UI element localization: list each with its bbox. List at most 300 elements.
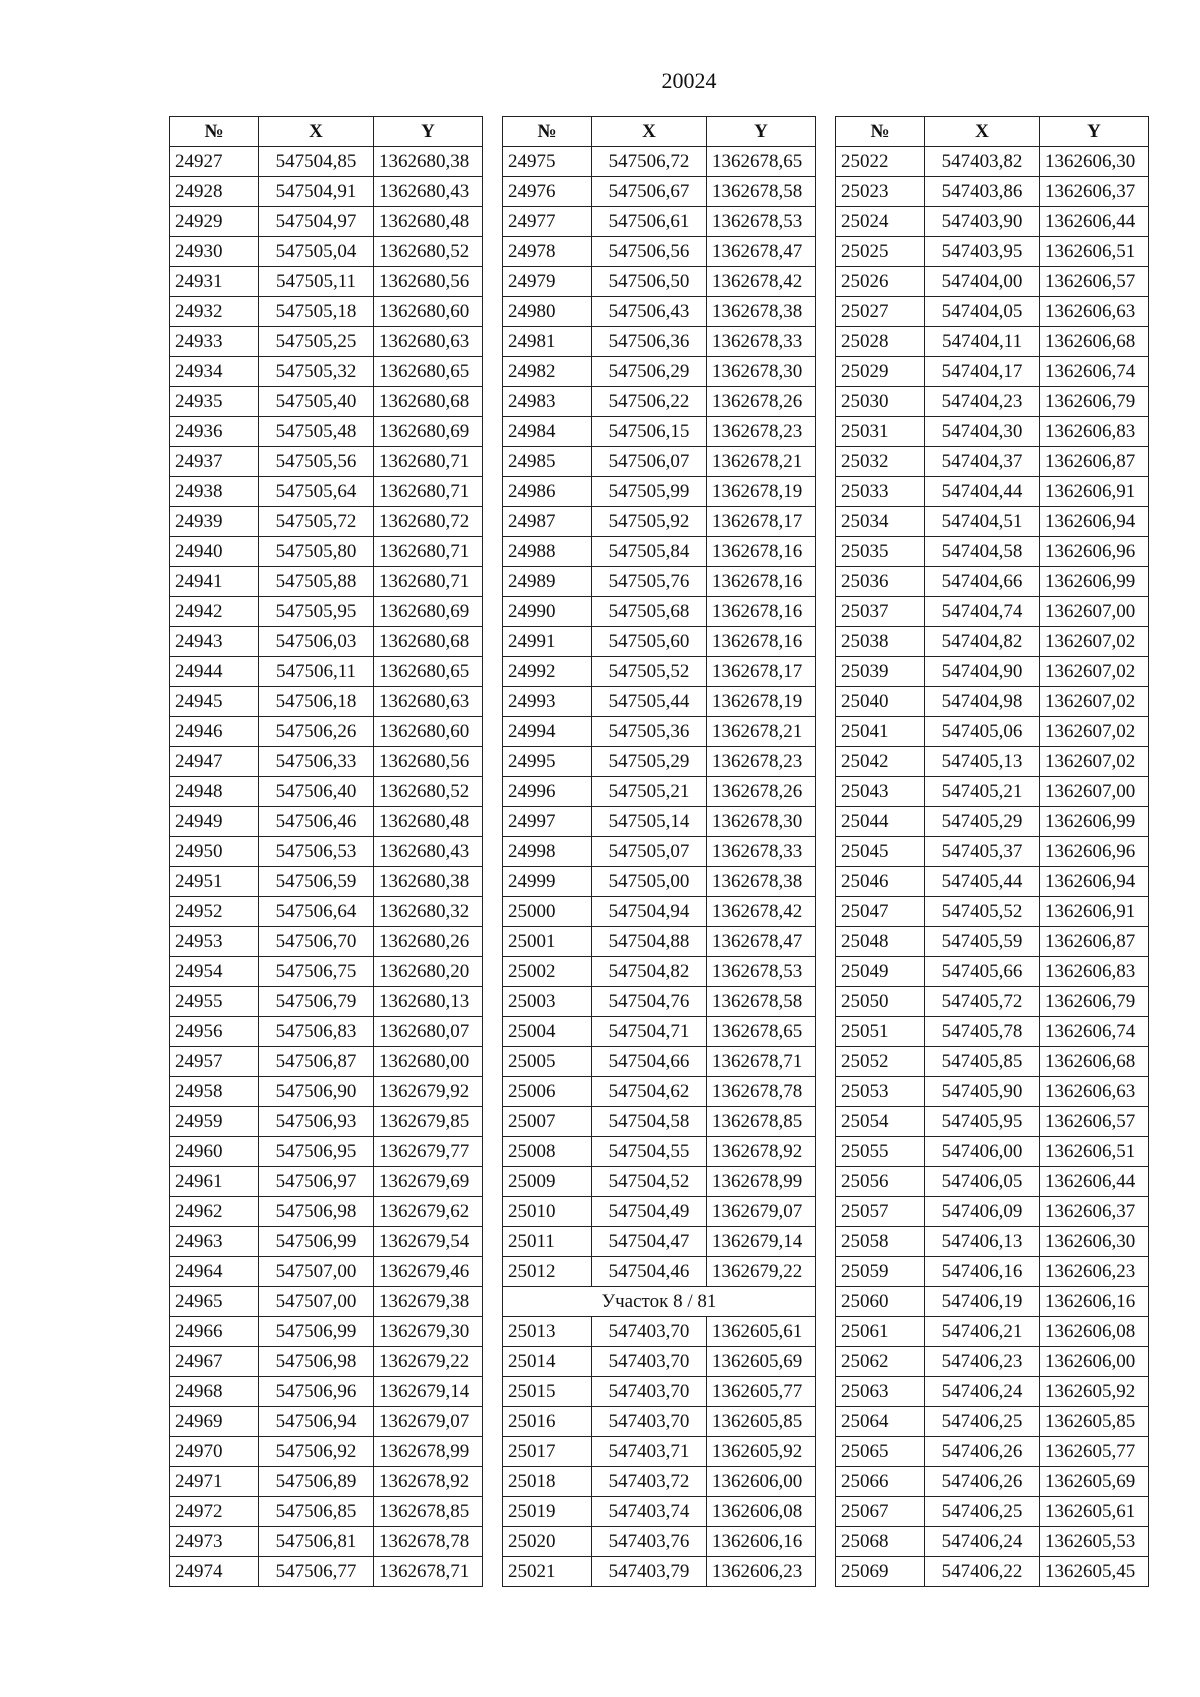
point-number-cell: 25059 (836, 1257, 925, 1287)
x-coordinate-cell: 547405,72 (925, 987, 1040, 1017)
point-number-cell: 24927 (170, 147, 259, 177)
x-coordinate-cell: 547504,49 (592, 1197, 707, 1227)
point-number-cell: 25010 (503, 1197, 592, 1227)
point-number-cell: 24946 (170, 717, 259, 747)
table-row (503, 1227, 816, 1257)
table-row (836, 747, 1149, 777)
x-coordinate-cell: 547506,94 (259, 1407, 374, 1437)
x-coordinate-cell: 547506,99 (259, 1317, 374, 1347)
y-coordinate-cell: 1362605,45 (1040, 1557, 1149, 1587)
column-header-y: Y (707, 117, 816, 147)
x-coordinate-cell: 547506,92 (259, 1437, 374, 1467)
point-number-cell: 25066 (836, 1467, 925, 1497)
y-coordinate-cell: 1362679,92 (374, 1077, 483, 1107)
table-row (503, 897, 816, 927)
y-coordinate-cell: 1362606,16 (1040, 1287, 1149, 1317)
table-row (503, 1167, 816, 1197)
x-coordinate-cell: 547405,85 (925, 1047, 1040, 1077)
y-coordinate-cell: 1362680,52 (374, 237, 483, 267)
point-number-cell: 24998 (503, 837, 592, 867)
coordinates-table-3 (835, 116, 1149, 1587)
x-coordinate-cell: 547506,40 (259, 777, 374, 807)
point-number-cell: 24943 (170, 627, 259, 657)
y-coordinate-cell: 1362678,16 (707, 567, 816, 597)
x-coordinate-cell: 547403,86 (925, 177, 1040, 207)
table-row (503, 657, 816, 687)
x-coordinate-cell: 547504,85 (259, 147, 374, 177)
y-coordinate-cell: 1362605,53 (1040, 1527, 1149, 1557)
table-row (836, 537, 1149, 567)
y-coordinate-cell: 1362678,92 (374, 1467, 483, 1497)
point-number-cell: 25015 (503, 1377, 592, 1407)
point-number-cell: 25057 (836, 1197, 925, 1227)
x-coordinate-cell: 547505,72 (259, 507, 374, 537)
coordinates-table-1 (169, 116, 483, 1587)
point-number-cell: 24958 (170, 1077, 259, 1107)
y-coordinate-cell: 1362678,21 (707, 717, 816, 747)
point-number-cell: 24959 (170, 1107, 259, 1137)
y-coordinate-cell: 1362606,83 (1040, 957, 1149, 987)
x-coordinate-cell: 547506,77 (259, 1557, 374, 1587)
point-number-cell: 25028 (836, 327, 925, 357)
y-coordinate-cell: 1362678,42 (707, 897, 816, 927)
point-number-cell: 25069 (836, 1557, 925, 1587)
y-coordinate-cell: 1362678,71 (374, 1557, 483, 1587)
y-coordinate-cell: 1362678,65 (707, 147, 816, 177)
y-coordinate-cell: 1362606,00 (1040, 1347, 1149, 1377)
column-header-number: № (503, 117, 592, 147)
point-number-cell: 24979 (503, 267, 592, 297)
y-coordinate-cell: 1362680,38 (374, 867, 483, 897)
x-coordinate-cell: 547406,00 (925, 1137, 1040, 1167)
table-row (170, 597, 483, 627)
x-coordinate-cell: 547405,37 (925, 837, 1040, 867)
point-number-cell: 24964 (170, 1257, 259, 1287)
point-number-cell: 25014 (503, 1347, 592, 1377)
table-row (503, 237, 816, 267)
table-row (503, 267, 816, 297)
y-coordinate-cell: 1362680,71 (374, 477, 483, 507)
y-coordinate-cell: 1362606,44 (1040, 1167, 1149, 1197)
y-coordinate-cell: 1362678,42 (707, 267, 816, 297)
x-coordinate-cell: 547405,78 (925, 1017, 1040, 1047)
section-label: Участок 8 / 81 (503, 1287, 816, 1317)
point-number-cell: 25019 (503, 1497, 592, 1527)
table-row (170, 507, 483, 537)
point-number-cell: 24968 (170, 1377, 259, 1407)
x-coordinate-cell: 547505,80 (259, 537, 374, 567)
y-coordinate-cell: 1362606,37 (1040, 1197, 1149, 1227)
y-coordinate-cell: 1362607,00 (1040, 777, 1149, 807)
table-row (503, 477, 816, 507)
point-number-cell: 24936 (170, 417, 259, 447)
x-coordinate-cell: 547403,90 (925, 207, 1040, 237)
x-coordinate-cell: 547505,60 (592, 627, 707, 657)
y-coordinate-cell: 1362607,02 (1040, 627, 1149, 657)
point-number-cell: 24983 (503, 387, 592, 417)
x-coordinate-cell: 547403,71 (592, 1437, 707, 1467)
column-header-number: № (836, 117, 925, 147)
x-coordinate-cell: 547505,84 (592, 537, 707, 567)
table-row (170, 807, 483, 837)
x-coordinate-cell: 547406,26 (925, 1437, 1040, 1467)
table-row (836, 417, 1149, 447)
point-number-cell: 25025 (836, 237, 925, 267)
x-coordinate-cell: 547504,55 (592, 1137, 707, 1167)
x-coordinate-cell: 547406,13 (925, 1227, 1040, 1257)
table-row (836, 1227, 1149, 1257)
point-number-cell: 24942 (170, 597, 259, 627)
point-number-cell: 25033 (836, 477, 925, 507)
y-coordinate-cell: 1362680,13 (374, 987, 483, 1017)
table-row (170, 177, 483, 207)
point-number-cell: 24986 (503, 477, 592, 507)
y-coordinate-cell: 1362680,60 (374, 297, 483, 327)
y-coordinate-cell: 1362680,32 (374, 897, 483, 927)
x-coordinate-cell: 547405,44 (925, 867, 1040, 897)
point-number-cell: 25048 (836, 927, 925, 957)
table-row (503, 447, 816, 477)
table-row (170, 777, 483, 807)
point-number-cell: 24933 (170, 327, 259, 357)
point-number-cell: 24960 (170, 1137, 259, 1167)
x-coordinate-cell: 547507,00 (259, 1287, 374, 1317)
table-row (503, 207, 816, 237)
x-coordinate-cell: 547505,21 (592, 777, 707, 807)
table-row (836, 147, 1149, 177)
point-number-cell: 25000 (503, 897, 592, 927)
point-number-cell: 25052 (836, 1047, 925, 1077)
table-row (836, 327, 1149, 357)
table-row (836, 1017, 1149, 1047)
x-coordinate-cell: 547506,67 (592, 177, 707, 207)
x-coordinate-cell: 547404,66 (925, 567, 1040, 597)
x-coordinate-cell: 547403,70 (592, 1407, 707, 1437)
point-number-cell: 24954 (170, 957, 259, 987)
x-coordinate-cell: 547405,59 (925, 927, 1040, 957)
point-number-cell: 25018 (503, 1467, 592, 1497)
x-coordinate-cell: 547504,91 (259, 177, 374, 207)
table-row (170, 1287, 483, 1317)
x-coordinate-cell: 547406,25 (925, 1497, 1040, 1527)
y-coordinate-cell: 1362678,30 (707, 807, 816, 837)
point-number-cell: 24997 (503, 807, 592, 837)
y-coordinate-cell: 1362606,96 (1040, 537, 1149, 567)
point-number-cell: 25063 (836, 1377, 925, 1407)
point-number-cell: 24985 (503, 447, 592, 477)
point-number-cell: 24947 (170, 747, 259, 777)
table-row (170, 627, 483, 657)
point-number-cell: 25056 (836, 1167, 925, 1197)
table-header-row (170, 117, 483, 147)
table-row (503, 417, 816, 447)
x-coordinate-cell: 547506,03 (259, 627, 374, 657)
table-row (836, 357, 1149, 387)
x-coordinate-cell: 547506,79 (259, 987, 374, 1017)
y-coordinate-cell: 1362679,62 (374, 1197, 483, 1227)
y-coordinate-cell: 1362680,71 (374, 447, 483, 477)
x-coordinate-cell: 547505,76 (592, 567, 707, 597)
point-number-cell: 24953 (170, 927, 259, 957)
x-coordinate-cell: 547505,40 (259, 387, 374, 417)
column-header-y: Y (1040, 117, 1149, 147)
y-coordinate-cell: 1362678,47 (707, 237, 816, 267)
table-row (836, 267, 1149, 297)
table-row (503, 1347, 816, 1377)
y-coordinate-cell: 1362679,77 (374, 1137, 483, 1167)
x-coordinate-cell: 547406,24 (925, 1377, 1040, 1407)
y-coordinate-cell: 1362606,91 (1040, 897, 1149, 927)
column-header-number: № (170, 117, 259, 147)
y-coordinate-cell: 1362606,57 (1040, 267, 1149, 297)
table-row (170, 477, 483, 507)
column-header-y: Y (374, 117, 483, 147)
table-header-row (503, 117, 816, 147)
table-row (503, 1527, 816, 1557)
column-header-x: X (592, 117, 707, 147)
y-coordinate-cell: 1362680,43 (374, 837, 483, 867)
x-coordinate-cell: 547405,13 (925, 747, 1040, 777)
x-coordinate-cell: 547506,26 (259, 717, 374, 747)
point-number-cell: 25045 (836, 837, 925, 867)
x-coordinate-cell: 547406,23 (925, 1347, 1040, 1377)
x-coordinate-cell: 547506,98 (259, 1347, 374, 1377)
y-coordinate-cell: 1362678,26 (707, 777, 816, 807)
point-number-cell: 25038 (836, 627, 925, 657)
y-coordinate-cell: 1362606,94 (1040, 867, 1149, 897)
table-row (836, 1197, 1149, 1227)
y-coordinate-cell: 1362678,58 (707, 177, 816, 207)
x-coordinate-cell: 547506,53 (259, 837, 374, 867)
y-coordinate-cell: 1362680,69 (374, 417, 483, 447)
point-number-cell: 24963 (170, 1227, 259, 1257)
table-row (503, 1017, 816, 1047)
x-coordinate-cell: 547406,16 (925, 1257, 1040, 1287)
point-number-cell: 24934 (170, 357, 259, 387)
point-number-cell: 24994 (503, 717, 592, 747)
table-row (503, 1557, 816, 1587)
y-coordinate-cell: 1362679,30 (374, 1317, 483, 1347)
x-coordinate-cell: 547404,90 (925, 657, 1040, 687)
y-coordinate-cell: 1362605,92 (1040, 1377, 1149, 1407)
point-number-cell: 24988 (503, 537, 592, 567)
y-coordinate-cell: 1362606,00 (707, 1467, 816, 1497)
x-coordinate-cell: 547504,82 (592, 957, 707, 987)
point-number-cell: 24974 (170, 1557, 259, 1587)
y-coordinate-cell: 1362605,69 (1040, 1467, 1149, 1497)
y-coordinate-cell: 1362678,38 (707, 297, 816, 327)
table-row (503, 147, 816, 177)
x-coordinate-cell: 547506,96 (259, 1377, 374, 1407)
table-row (836, 627, 1149, 657)
x-coordinate-cell: 547505,00 (592, 867, 707, 897)
point-number-cell: 24941 (170, 567, 259, 597)
x-coordinate-cell: 547504,52 (592, 1167, 707, 1197)
x-coordinate-cell: 547405,90 (925, 1077, 1040, 1107)
point-number-cell: 25012 (503, 1257, 592, 1287)
table-row (836, 1317, 1149, 1347)
point-number-cell: 25046 (836, 867, 925, 897)
y-coordinate-cell: 1362678,23 (707, 747, 816, 777)
point-number-cell: 25034 (836, 507, 925, 537)
point-number-cell: 25016 (503, 1407, 592, 1437)
x-coordinate-cell: 547504,76 (592, 987, 707, 1017)
x-coordinate-cell: 547506,29 (592, 357, 707, 387)
x-coordinate-cell: 547506,75 (259, 957, 374, 987)
table-row (836, 1047, 1149, 1077)
table-row (170, 717, 483, 747)
table-row (170, 1557, 483, 1587)
y-coordinate-cell: 1362678,99 (707, 1167, 816, 1197)
x-coordinate-cell: 547406,22 (925, 1557, 1040, 1587)
point-number-cell: 24930 (170, 237, 259, 267)
table-row (836, 777, 1149, 807)
y-coordinate-cell: 1362606,08 (1040, 1317, 1149, 1347)
table-row (170, 267, 483, 297)
x-coordinate-cell: 547506,89 (259, 1467, 374, 1497)
x-coordinate-cell: 547406,05 (925, 1167, 1040, 1197)
table-row (503, 627, 816, 657)
point-number-cell: 24996 (503, 777, 592, 807)
point-number-cell: 25049 (836, 957, 925, 987)
table-row (170, 357, 483, 387)
y-coordinate-cell: 1362606,30 (1040, 147, 1149, 177)
y-coordinate-cell: 1362678,17 (707, 507, 816, 537)
x-coordinate-cell: 547404,05 (925, 297, 1040, 327)
x-coordinate-cell: 547404,74 (925, 597, 1040, 627)
table-row (170, 297, 483, 327)
table-row (503, 327, 816, 357)
y-coordinate-cell: 1362605,69 (707, 1347, 816, 1377)
table-row (836, 1077, 1149, 1107)
point-number-cell: 24980 (503, 297, 592, 327)
y-coordinate-cell: 1362605,77 (707, 1377, 816, 1407)
y-coordinate-cell: 1362678,19 (707, 477, 816, 507)
point-number-cell: 25007 (503, 1107, 592, 1137)
point-number-cell: 25036 (836, 567, 925, 597)
x-coordinate-cell: 547403,95 (925, 237, 1040, 267)
point-number-cell: 25037 (836, 597, 925, 627)
y-coordinate-cell: 1362678,30 (707, 357, 816, 387)
table-row (836, 1467, 1149, 1497)
table-row (836, 447, 1149, 477)
x-coordinate-cell: 547504,46 (592, 1257, 707, 1287)
table-row (170, 687, 483, 717)
table-row (836, 1497, 1149, 1527)
x-coordinate-cell: 547505,07 (592, 837, 707, 867)
table-row (836, 687, 1149, 717)
y-coordinate-cell: 1362606,68 (1040, 327, 1149, 357)
x-coordinate-cell: 547506,07 (592, 447, 707, 477)
table-row (503, 957, 816, 987)
table-row (836, 1257, 1149, 1287)
table-row (836, 837, 1149, 867)
table-row (836, 1377, 1149, 1407)
y-coordinate-cell: 1362680,60 (374, 717, 483, 747)
x-coordinate-cell: 547506,87 (259, 1047, 374, 1077)
y-coordinate-cell: 1362678,65 (707, 1017, 816, 1047)
x-coordinate-cell: 547403,82 (925, 147, 1040, 177)
y-coordinate-cell: 1362679,22 (374, 1347, 483, 1377)
y-coordinate-cell: 1362679,69 (374, 1167, 483, 1197)
x-coordinate-cell: 547505,29 (592, 747, 707, 777)
table-row (836, 987, 1149, 1017)
x-coordinate-cell: 547505,18 (259, 297, 374, 327)
point-number-cell: 25022 (836, 147, 925, 177)
point-number-cell: 25044 (836, 807, 925, 837)
x-coordinate-cell: 547506,70 (259, 927, 374, 957)
y-coordinate-cell: 1362607,00 (1040, 597, 1149, 627)
point-number-cell: 24940 (170, 537, 259, 567)
y-coordinate-cell: 1362606,91 (1040, 477, 1149, 507)
y-coordinate-cell: 1362680,07 (374, 1017, 483, 1047)
y-coordinate-cell: 1362679,38 (374, 1287, 483, 1317)
table-row (170, 417, 483, 447)
table-row (170, 447, 483, 477)
table-header-row (836, 117, 1149, 147)
table-row (836, 1167, 1149, 1197)
y-coordinate-cell: 1362680,48 (374, 807, 483, 837)
table-row (170, 1437, 483, 1467)
x-coordinate-cell: 547506,46 (259, 807, 374, 837)
point-number-cell: 25043 (836, 777, 925, 807)
table-row (503, 507, 816, 537)
x-coordinate-cell: 547403,79 (592, 1557, 707, 1587)
x-coordinate-cell: 547506,97 (259, 1167, 374, 1197)
y-coordinate-cell: 1362606,74 (1040, 357, 1149, 387)
point-number-cell: 24965 (170, 1287, 259, 1317)
point-number-cell: 24971 (170, 1467, 259, 1497)
y-coordinate-cell: 1362606,87 (1040, 447, 1149, 477)
y-coordinate-cell: 1362678,47 (707, 927, 816, 957)
point-number-cell: 24962 (170, 1197, 259, 1227)
x-coordinate-cell: 547404,30 (925, 417, 1040, 447)
table-row (170, 837, 483, 867)
y-coordinate-cell: 1362678,53 (707, 957, 816, 987)
point-number-cell: 25030 (836, 387, 925, 417)
x-coordinate-cell: 547404,98 (925, 687, 1040, 717)
x-coordinate-cell: 547506,93 (259, 1107, 374, 1137)
x-coordinate-cell: 547506,11 (259, 657, 374, 687)
y-coordinate-cell: 1362680,71 (374, 537, 483, 567)
y-coordinate-cell: 1362606,63 (1040, 297, 1149, 327)
y-coordinate-cell: 1362680,38 (374, 147, 483, 177)
table-row (170, 567, 483, 597)
y-coordinate-cell: 1362605,85 (707, 1407, 816, 1437)
point-number-cell: 25009 (503, 1167, 592, 1197)
y-coordinate-cell: 1362678,19 (707, 687, 816, 717)
y-coordinate-cell: 1362680,68 (374, 387, 483, 417)
x-coordinate-cell: 547404,00 (925, 267, 1040, 297)
table-row (836, 1137, 1149, 1167)
table-row (170, 1167, 483, 1197)
table-row (503, 1077, 816, 1107)
point-number-cell: 24928 (170, 177, 259, 207)
point-number-cell: 24991 (503, 627, 592, 657)
point-number-cell: 25042 (836, 747, 925, 777)
x-coordinate-cell: 547504,66 (592, 1047, 707, 1077)
point-number-cell: 25062 (836, 1347, 925, 1377)
table-row (836, 867, 1149, 897)
x-coordinate-cell: 547506,85 (259, 1497, 374, 1527)
point-number-cell: 24966 (170, 1317, 259, 1347)
table-row (170, 747, 483, 777)
table-row (836, 897, 1149, 927)
table-row (170, 537, 483, 567)
x-coordinate-cell: 547404,51 (925, 507, 1040, 537)
table-row (836, 1407, 1149, 1437)
x-coordinate-cell: 547506,15 (592, 417, 707, 447)
